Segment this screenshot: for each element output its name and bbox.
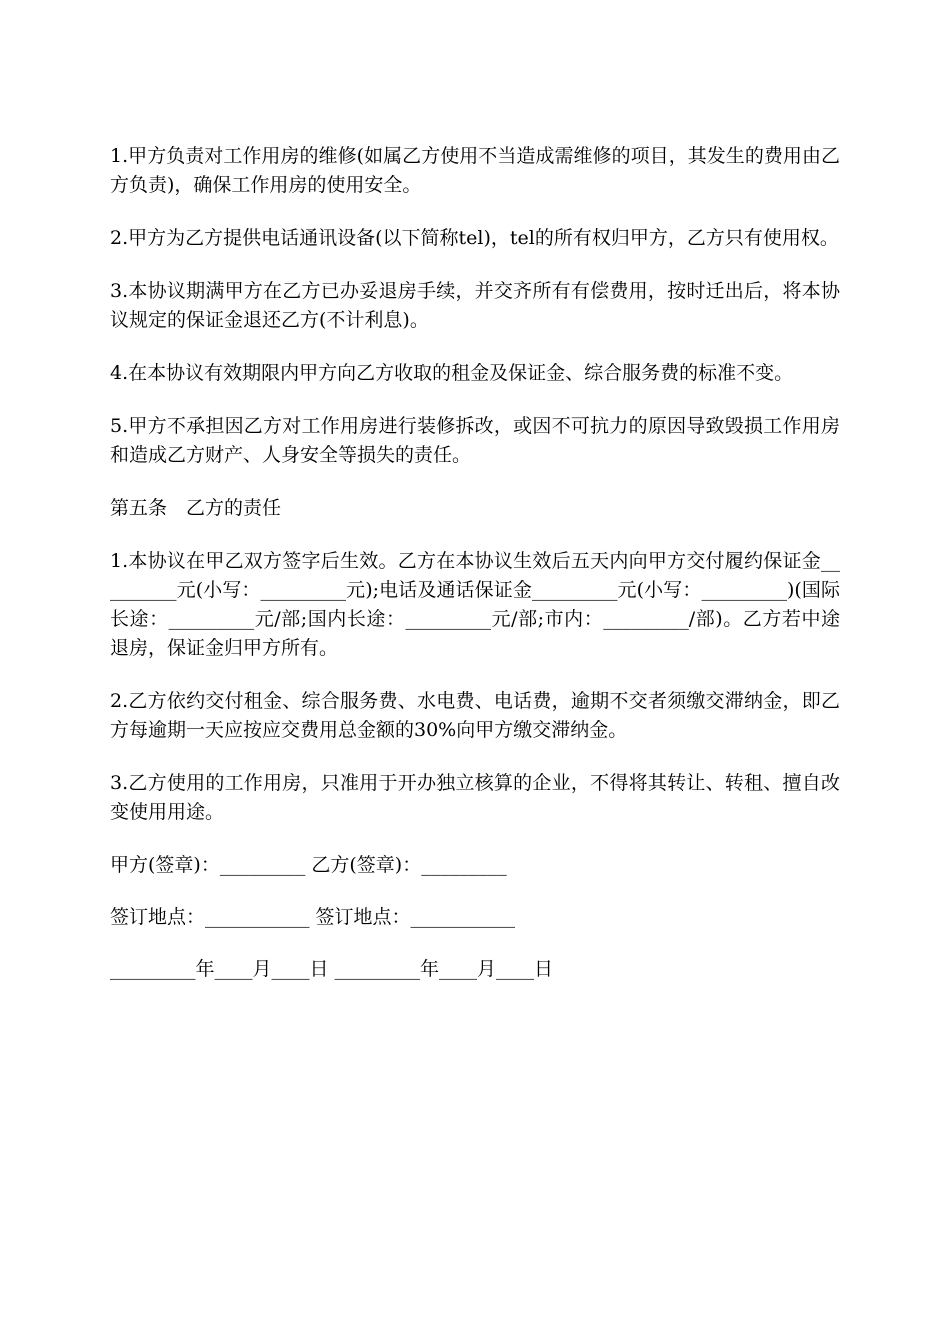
party-b-clause-3: 3.乙方使用的工作用房，只准用于开办独立核算的企业，不得将其转让、转租、擅自改变使用用途。 bbox=[110, 772, 840, 823]
signing-place-line: 签订地点：___________ 签订地点：___________ bbox=[110, 906, 516, 928]
party-b-clause-2: 2.乙方依约交付租金、综合服务费、水电费、电话费，逾期不交者须缴交滞纳金，即乙方每逾期一天应按应交费用总金额的30%向甲方缴交滞纳金。 bbox=[110, 690, 840, 741]
section-heading: 第五条 乙方的责任 bbox=[110, 497, 282, 519]
document-page bbox=[110, 142, 840, 1007]
party-a-clause-4: 4.在本协议有效期限内甲方向乙方收取的租金及保证金、综合服务费的标准不变。 bbox=[110, 362, 794, 384]
party-a-clause-2: 2.甲方为乙方提供电话通讯设备(以下简称tel)，tel的所有权归甲方，乙方只有使用权。 bbox=[110, 227, 839, 249]
party-a-clause-3: 3.本协议期满甲方在乙方已办妥退房手续，并交齐所有有偿费用，按时迁出后，将本协议规定的保证金退还乙方(不计利息)。 bbox=[110, 280, 840, 331]
signing-date-line: _________年____月____日 _________年____月____日 bbox=[110, 958, 554, 980]
party-b-clause-1: 1.本协议在甲乙双方签字后生效。乙方在本协议生效后五天内向甲方交付履约保证金_________元(小写：_________元);电话及通话保证金_________元(小写：_________)(国际长途：_________元/部;国内长途：_________元/部;市内：_________/部)。乙方若中途退房，保证金归甲方所有。 bbox=[110, 550, 840, 659]
party-a-clause-1: 1.甲方负责对工作用房的维修(如属乙方使用不当造成需维修的项目，其发生的费用由乙方负责)，确保工作用房的使用安全。 bbox=[110, 145, 840, 196]
signature-line: 甲方(签章)：_________ 乙方(签章)：_________ bbox=[110, 854, 507, 876]
party-a-clause-5: 5.甲方不承担因乙方对工作用房进行装修拆改，或因不可抗力的原因导致毁损工作用房和造成乙方财产、人身安全等损失的责任。 bbox=[110, 415, 840, 466]
